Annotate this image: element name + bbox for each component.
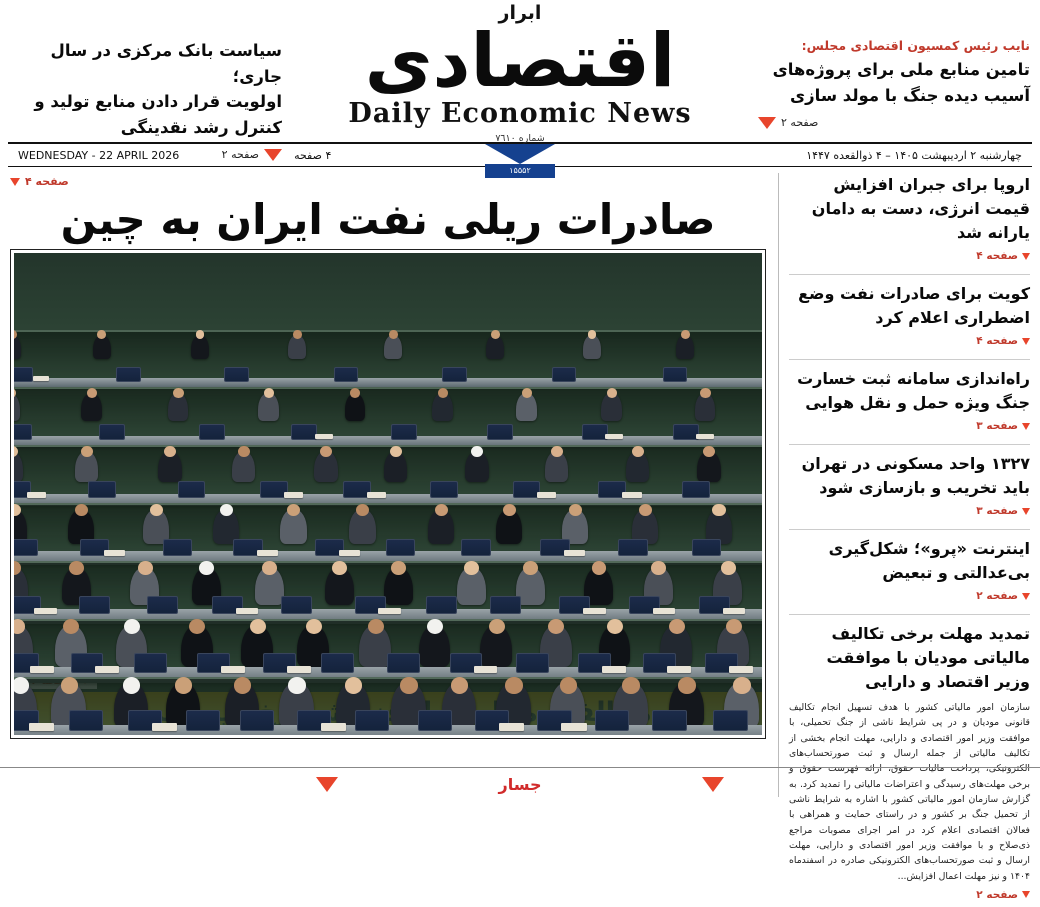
main-story-column: [10, 173, 778, 797]
lead-photo: [14, 253, 762, 735]
brief-page-tag: [789, 420, 1030, 432]
masthead-logo: [282, 2, 758, 178]
triangle-icon: [316, 777, 338, 792]
logo-secondary-text: ابرار: [498, 2, 542, 24]
triangle-icon: [10, 178, 20, 186]
badge-number: ۱۵۵۵۲: [485, 164, 555, 178]
brief-headline: ۱۳۲۷ واحد مسکونی در تهران باید تخریب و بازسازی شود: [801, 454, 1030, 497]
brief-page-tag: [789, 335, 1030, 347]
lead-photo-frame: [10, 249, 766, 739]
masthead-right-page-label: صفحه ۲: [781, 116, 819, 130]
photo-parliament-hall: [14, 253, 762, 735]
triangle-icon: [1022, 593, 1030, 600]
page-title: صادرات ریلی نفت ایران به چین: [60, 195, 716, 244]
list-item[interactable]: [789, 359, 1030, 438]
brief-page-tag: [789, 250, 1030, 262]
triangle-icon: [1022, 423, 1030, 430]
list-item[interactable]: [789, 444, 1030, 523]
brief-body-text: سازمان امور مالیاتی کشور با هدف تسهیل انجام تکالیف قانونی مودیان و در پی شرایط ناشی از جنگ تحمیلی، با موافقت وزیر امور اقتصادی و دارایی، مهلت انجام بخشی از تکالیف مالیاتی از جمله ارسال و ثبت صورتحساب‌های الکترونیکی، پرداخت مالیات حقوق، ارائه فهرست حقوق و برخی مهلت‌های رسیدگی و اعتراضات مالیاتی را تمدید کرد. به گزارش سازمان امور مالیاتی کشور با اشاره به شرایط ناشی از تحمیل جنگ بر کشور و در راستای حمایت و همراهی با فعالان اقتصادی اعلام کرد در امر اجرای مصوبات مراجع ذی‌صلاح و با موافقت وزیر امور اقتصادی و دارایی، مهلت ارسال و ثبت صورتحساب‌های الکترونیکی صادره در اسفندماه ۱۴۰۴ و نیز مهلت اعمال افزایش...: [789, 702, 1030, 882]
brief-page-label: صفحه ۴: [976, 335, 1018, 347]
badge-triangle-icon: [485, 144, 555, 164]
triangle-icon: [1022, 253, 1030, 260]
brief-page-label: صفحه ۲: [976, 590, 1018, 602]
triangle-icon: [1022, 508, 1030, 515]
triangle-icon: [1022, 338, 1030, 345]
masthead-right-headline-line1: تامین منابع ملی برای پروژه‌های: [772, 60, 1030, 79]
masthead-left-teaser: [10, 8, 282, 161]
pages-count: ۴ صفحه: [294, 148, 332, 162]
lead-page-label: صفحه ۴: [25, 175, 69, 188]
issue-number: شماره ۷٦۱۰: [495, 133, 545, 145]
masthead-left-headline-line1: سیاست بانک مرکزی در سال جاری؛: [50, 41, 282, 86]
page-body: [0, 167, 1040, 901]
brief-headline: اینترنت «پرو»؛ شکل‌گیری بی‌عدالتی و تبعیض: [828, 539, 1030, 582]
logo-english-text: Daily Economic News: [348, 98, 692, 130]
brief-headline: راه‌اندازی سامانه ثبت خسارت جنگ ویژه حمل و نقل هوایی: [797, 369, 1030, 412]
footer-logo: جسار: [498, 774, 542, 794]
brief-page-label: صفحه ۳: [976, 420, 1018, 432]
brief-page-tag: [789, 889, 1030, 901]
brief-page-label: صفحه ۴: [976, 250, 1018, 262]
masthead-left-headline-line2: اولویت قرار دادن منابع تولید و کنترل رشد نقدینگی: [34, 92, 282, 137]
triangle-icon: [702, 777, 724, 792]
list-item[interactable]: [789, 173, 1030, 268]
list-item[interactable]: [789, 274, 1030, 353]
list-item[interactable]: [789, 529, 1030, 608]
brief-page-tag: [789, 505, 1030, 517]
masthead-right-kicker: نایب رئیس کمسیون اقتصادی مجلس:: [801, 38, 1030, 53]
english-date: WEDNESDAY - 22 APRIL 2026: [18, 148, 180, 162]
persian-date: چهارشنبه ۲ اردیبهشت ۱۴۰۵ – ۴ ذوالقعده ۱۴۴۷: [806, 148, 1022, 162]
logo-primary-text: اقتصادی: [364, 18, 676, 104]
brief-page-label: صفحه ۲: [976, 888, 1018, 901]
brief-page-tag: [789, 590, 1030, 602]
page-footer: [0, 767, 1040, 800]
brief-page-label: صفحه ۳: [976, 505, 1018, 517]
masthead-right-page-tag: [758, 116, 1030, 129]
briefs-column: [778, 173, 1030, 901]
triangle-icon: [758, 117, 776, 129]
masthead-right-teaser: [758, 8, 1030, 129]
masthead-left-page-label: صفحه ۲: [221, 148, 259, 162]
brief-headline: تمدید مهلت برخی تکالیف مالیاتی مودیان با موافقت وزیر اقتصاد و دارایی: [826, 624, 1030, 691]
triangle-icon: [1022, 891, 1030, 898]
triangle-icon: [264, 149, 282, 161]
masthead-right-headline-line2: آسیب دیده جنگ با مولد سازی: [790, 85, 1030, 105]
list-item[interactable]: [789, 614, 1030, 907]
brief-headline: اروپا برای جبران افزایش قیمت انرژی، دست به دامان یارانه شد: [811, 175, 1030, 242]
brief-headline: کویت برای صادرات نفت وضع اضطراری اعلام کرد: [798, 284, 1030, 327]
logo-badge: [485, 133, 555, 178]
